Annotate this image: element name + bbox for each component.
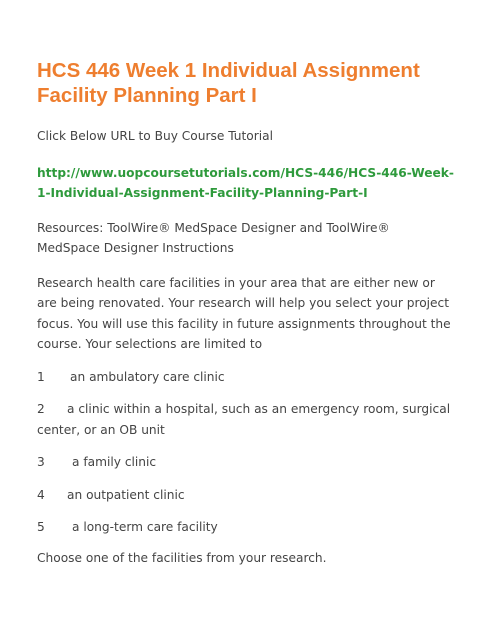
- list-item-number: 5: [37, 520, 45, 534]
- list-item: [37, 485, 455, 506]
- list-item-text: a family clinic: [72, 455, 157, 469]
- closing-instruction: Choose one of the facilities from your research.: [37, 550, 327, 565]
- resources-text: Resources: ToolWire® MedSpace Designer and ToolWire® MedSpace Designer Instructions: [37, 220, 390, 255]
- list-item-number: 4: [37, 487, 45, 502]
- list-item-text: a clinic within a hospital, such as an emergency room, surgical center, or an OB unit: [37, 402, 451, 437]
- list-item-text: an ambulatory care clinic: [70, 369, 225, 384]
- list-item-text: a long-term care facility: [72, 520, 218, 534]
- research-instructions: Research health care facilities in your area that are either new or are being renovated. Your research will help you select your project focus. You will use this facility in future assignments throughout the course. Your selections are limited to: [37, 275, 451, 351]
- list-item-number: 1: [37, 369, 45, 384]
- document-title: HCS 446 Week 1 Individual Assignment Facility Planning Part I: [37, 59, 420, 107]
- list-item-text: an outpatient clinic: [67, 487, 185, 502]
- list-item-number: 2: [37, 402, 45, 416]
- course-tutorial-link[interactable]: http://www.uopcoursetutorials.com/HCS-446/HCS-446-Week-1-Individual-Assignment-Facility-Planning-Part-I: [37, 165, 454, 200]
- list-item: [37, 399, 455, 440]
- buy-intro-text: Click Below URL to Buy Course Tutorial: [37, 129, 274, 143]
- list-item: [37, 452, 455, 473]
- list-item: [37, 367, 455, 388]
- list-item-number: 3: [37, 455, 45, 469]
- list-item: [37, 517, 455, 538]
